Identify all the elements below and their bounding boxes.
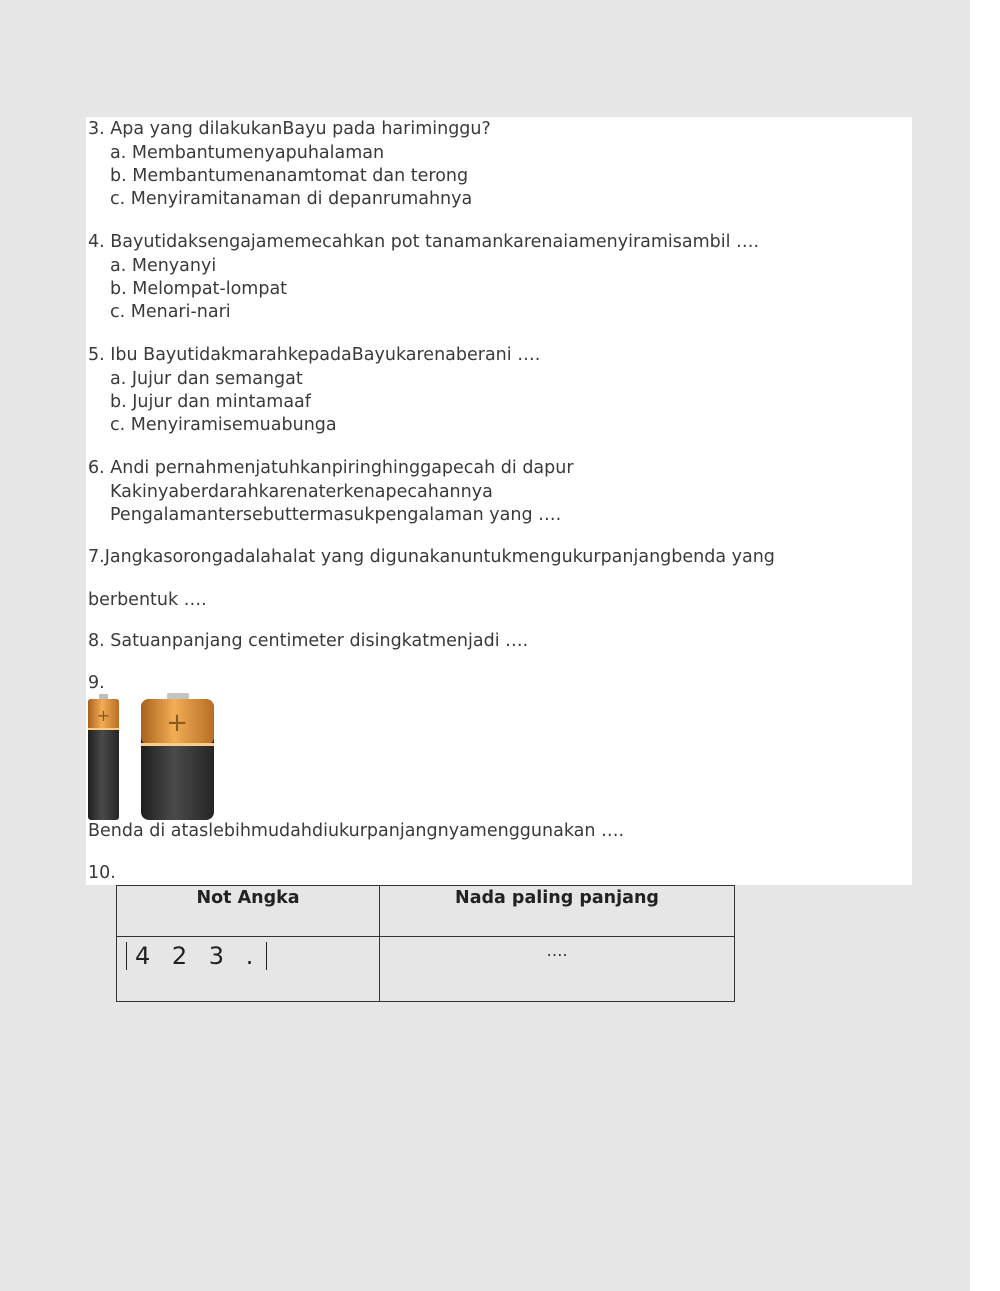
question-8: 8. Satuanpanjang centimeter disingkatmenjadi …. bbox=[88, 631, 529, 651]
question-4: 4. Bayutidaksengajamemecahkan pot tanamankarenaiamenyiramisambil …. bbox=[88, 232, 760, 252]
q5-option-b: b. Jujur dan mintamaaf bbox=[110, 392, 311, 412]
question-9: Benda di ataslebihmudahdiukurpanjangnyamenggunakan …. bbox=[88, 821, 625, 841]
q3-option-a: a. Membantumenyapuhalaman bbox=[110, 143, 385, 163]
header-not-angka: Not Angka bbox=[117, 886, 380, 937]
answer-cell: …. bbox=[380, 937, 735, 1002]
notation-cell bbox=[117, 937, 380, 1002]
q4-option-a: a. Menyanyi bbox=[110, 256, 217, 276]
q6-line-2: Kakinyaberdarahkarenaterkenapecahannya bbox=[110, 482, 493, 502]
question-9-number: 9. bbox=[88, 673, 105, 693]
q6-line-3: Pengalamantersebuttermasukpengalaman yang …. bbox=[110, 505, 562, 525]
q3-option-b: b. Membantumenanamtomat dan terong bbox=[110, 166, 469, 186]
large-battery-image bbox=[141, 693, 214, 820]
q5-option-c: c. Menyiramisemuabunga bbox=[110, 415, 337, 435]
question-5: 5. Ibu BayutidakmarahkepadaBayukarenaberani …. bbox=[88, 345, 541, 365]
music-notation-table bbox=[116, 885, 735, 1002]
right-margin-strip bbox=[970, 0, 1000, 1291]
svg-text:+: + bbox=[96, 706, 111, 725]
q5-option-a: a. Jujur dan semangat bbox=[110, 369, 303, 389]
q4-option-b: b. Melompat-lompat bbox=[110, 279, 288, 299]
question-6: 6. Andi pernahmenjatuhkanpiringhinggapecah di dapur bbox=[88, 458, 574, 478]
question-7: 7.Jangkasorongadalahalat yang digunakanuntukmengukurpanjangbenda yang bbox=[88, 547, 775, 567]
table-row bbox=[117, 937, 735, 1002]
svg-text:+: + bbox=[166, 708, 188, 738]
number-notation: 4 2 3 . bbox=[126, 942, 267, 970]
header-nada-paling-panjang: Nada paling panjang bbox=[380, 886, 735, 937]
question-3: 3. Apa yang dilakukanBayu pada hariminggu? bbox=[88, 119, 491, 139]
small-battery-image bbox=[88, 694, 119, 820]
question-10-number: 10. bbox=[88, 863, 116, 883]
q3-option-c: c. Menyiramitanaman di depanrumahnya bbox=[110, 189, 473, 209]
q4-option-c: c. Menari-nari bbox=[110, 302, 231, 322]
question-7-continued: berbentuk …. bbox=[88, 590, 207, 610]
table-header-row bbox=[117, 886, 735, 937]
